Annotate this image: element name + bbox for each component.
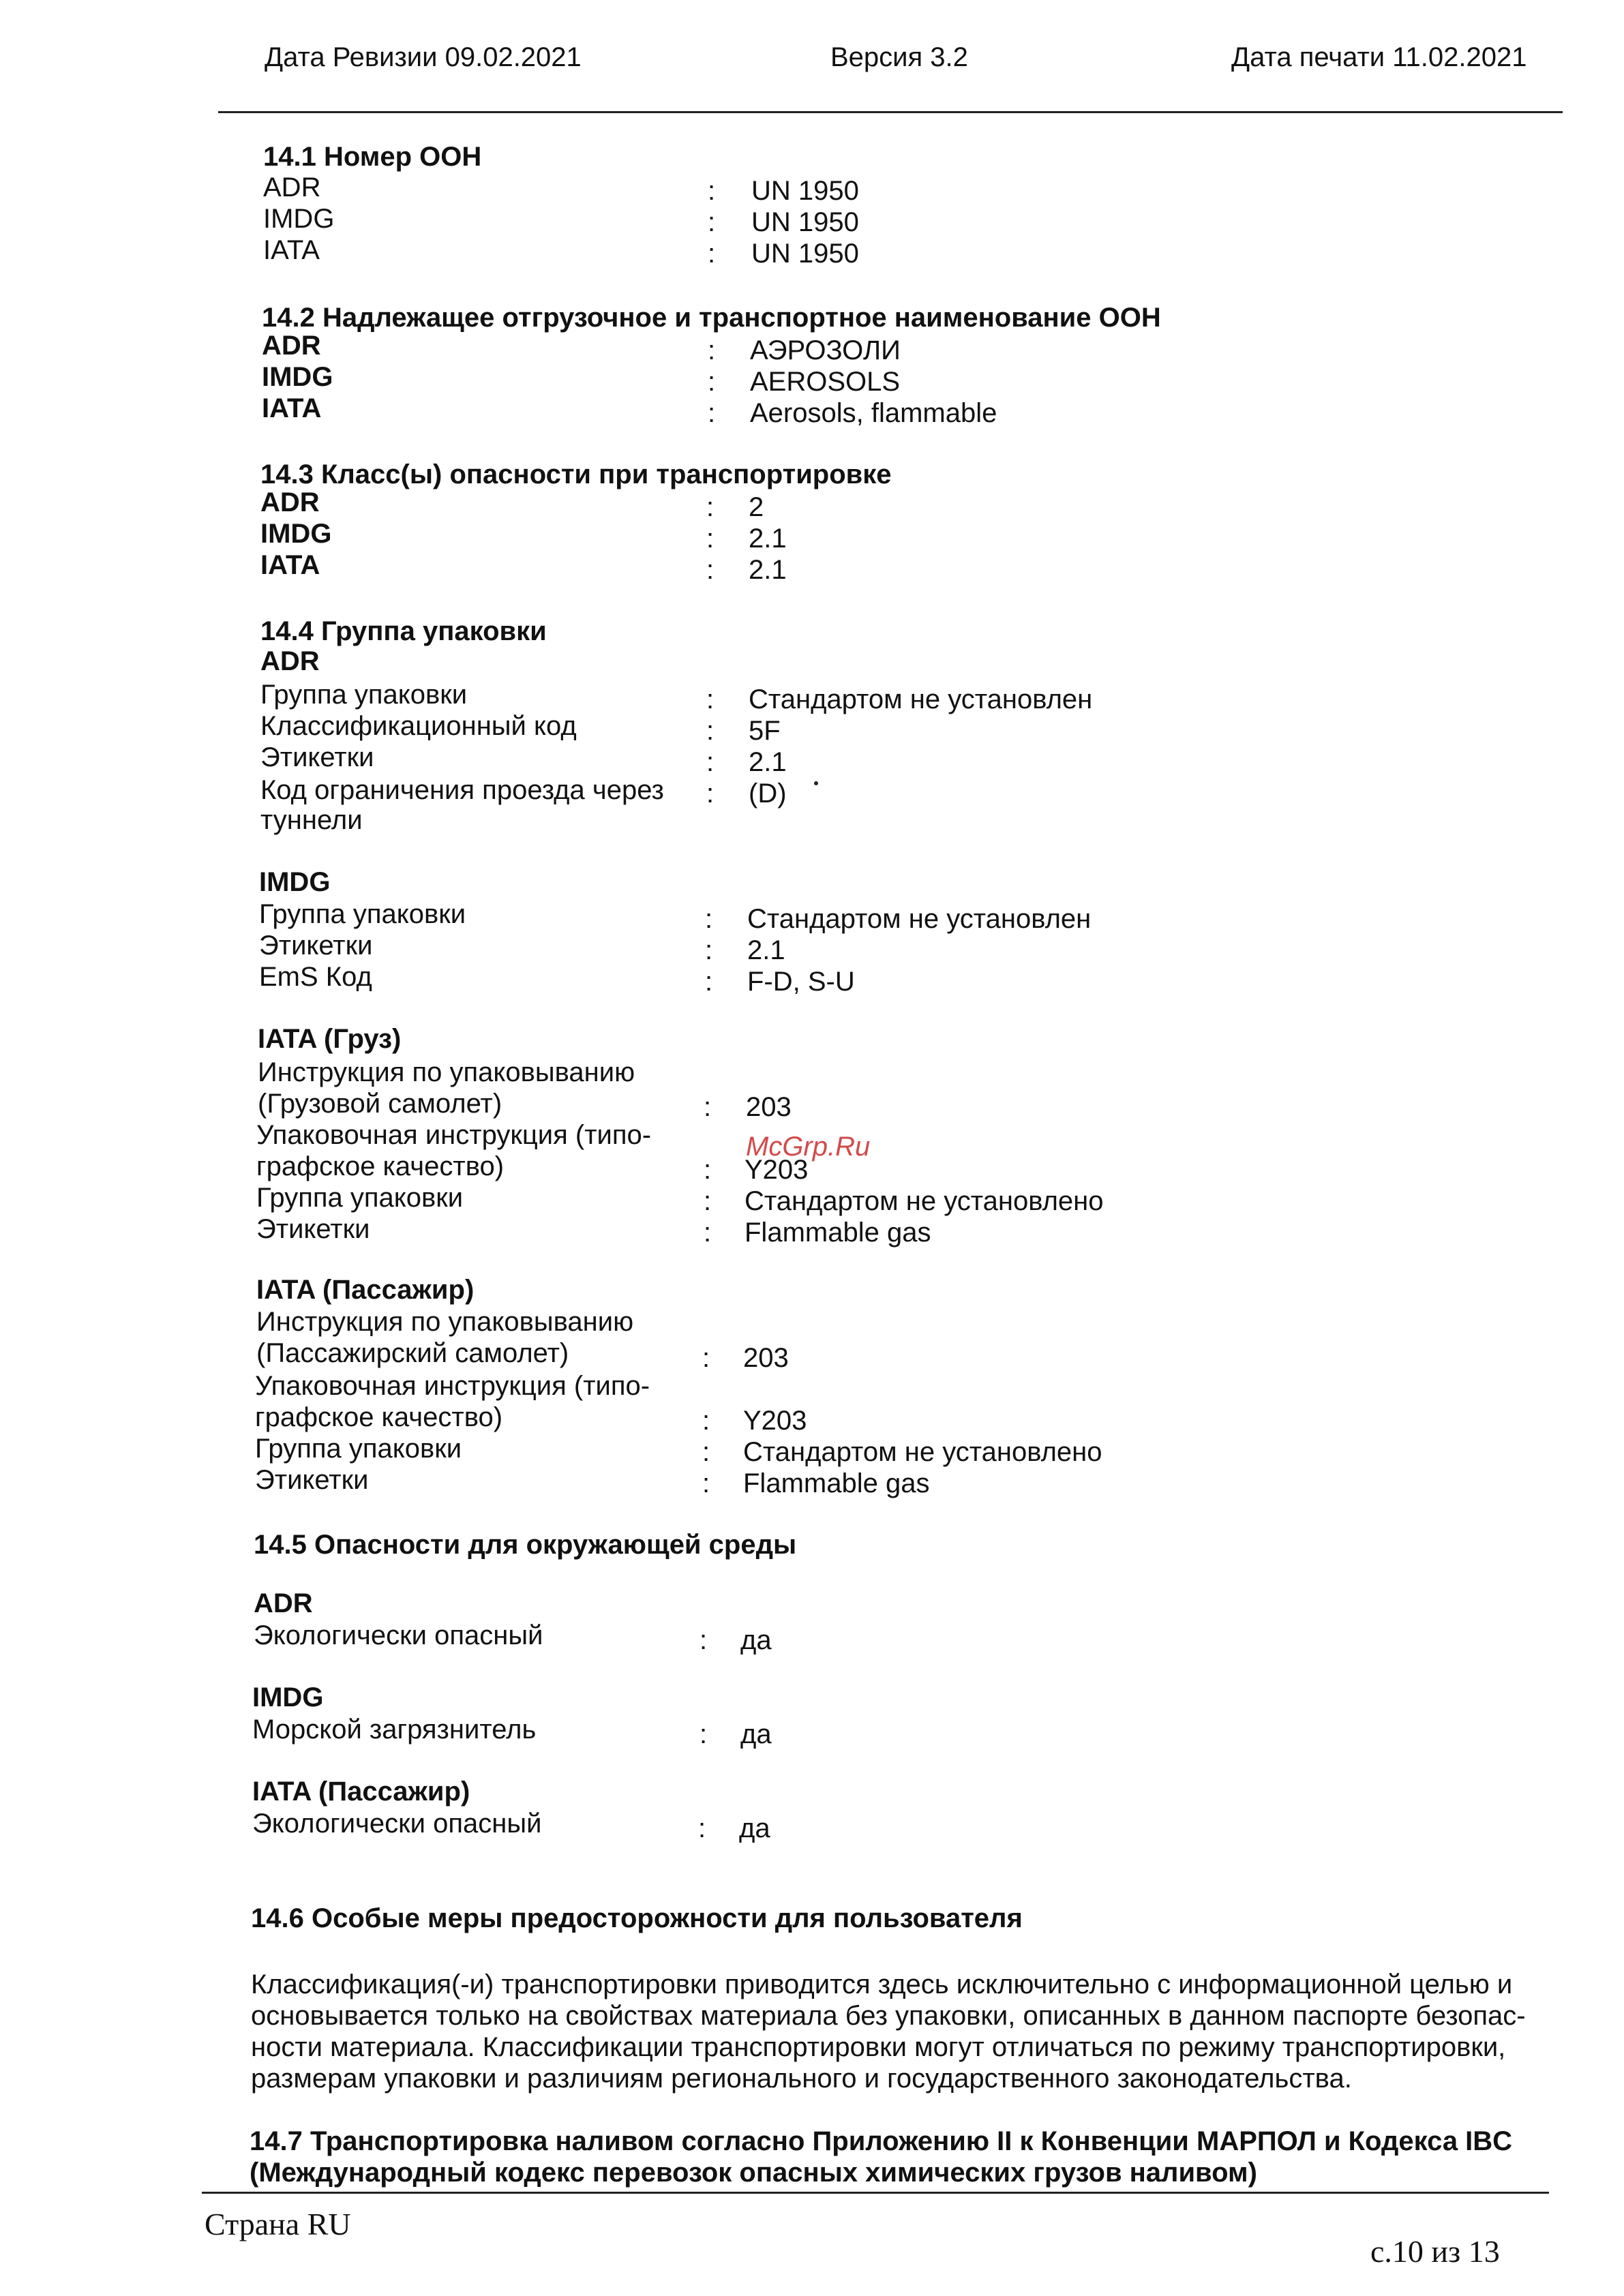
row-value: Стандартом не установлен [747, 904, 1092, 934]
section-14-5-title: 14.5 Опасности для окружающей среды [254, 1530, 797, 1560]
row-label: Упаковочная инструкция (типо- [256, 1120, 652, 1150]
colon: : [706, 524, 715, 554]
colon: : [700, 1625, 708, 1655]
row-value: да [740, 1625, 772, 1655]
colon: : [704, 1218, 712, 1248]
row-label: IATA [262, 393, 322, 423]
print-date: Дата печати 11.02.2021 [1231, 42, 1527, 72]
colon: : [706, 716, 715, 746]
subsection-heading-imdg: IMDG [259, 867, 331, 897]
section-14-7-title [250, 2126, 1512, 2188]
colon: : [708, 335, 716, 365]
subsection-heading-imdg: IMDG [252, 1682, 324, 1712]
section-14-6-title: 14.6 Особые меры предосторожности для пользователя [251, 1903, 1023, 1933]
row-value: UN 1950 [751, 176, 859, 206]
colon: : [706, 684, 715, 714]
section-14-4-title: 14.4 Группа упаковки [260, 616, 547, 646]
row-value: 5F [749, 716, 781, 746]
section-14-1-title: 14.1 Номер ООН [263, 142, 482, 172]
revision-date: Дата Ревизии 09.02.2021 [265, 42, 582, 72]
row-value: Стандартом не установлено [745, 1186, 1104, 1216]
row-value: Стандартом не установлено [743, 1437, 1102, 1467]
row-label-continued: (Грузовой самолет) [258, 1089, 502, 1119]
colon: : [702, 1468, 710, 1498]
row-value: Flammable gas [745, 1218, 931, 1248]
row-label: Группа упаковки [255, 1434, 462, 1464]
colon: : [708, 367, 716, 397]
row-label: ADR [262, 331, 321, 361]
section-14-2-title: 14.2 Надлежащее отгрузочное и транспортное наименование ООН [262, 303, 1161, 333]
row-label: EmS Код [259, 962, 372, 992]
row-label: IMDG [263, 204, 335, 234]
paragraph-line: основывается только на свойствах материала без упаковки, описанных в данном паспорте безопас- [251, 2001, 1526, 2031]
colon: : [708, 398, 716, 428]
colon: : [704, 1186, 712, 1216]
colon: : [702, 1406, 710, 1436]
row-value: Aerosols, flammable [750, 398, 997, 428]
row-value: 2.1 [747, 935, 785, 965]
colon: : [702, 1437, 710, 1467]
row-value: (D) [749, 779, 787, 809]
row-value: Flammable gas [743, 1468, 930, 1498]
row-label-continued: графское качество) [255, 1402, 503, 1432]
row-value: 2.1 [749, 747, 787, 777]
subsection-heading-adr: ADR [254, 1588, 313, 1618]
row-label-continued: графское качество) [256, 1151, 505, 1181]
colon: : [702, 1343, 710, 1373]
row-value: AEROSOLS [750, 367, 901, 397]
row-value: Стандартом не установлен [749, 684, 1093, 714]
row-value: 2.1 [749, 524, 787, 554]
subsection-heading-adr: ADR [260, 646, 320, 676]
colon: : [698, 1813, 706, 1843]
row-label: IMDG [260, 519, 332, 549]
row-label: Группа упаковки [256, 1183, 464, 1213]
row-value: UN 1950 [751, 207, 859, 237]
colon: : [706, 779, 715, 809]
row-label: Этикетки [260, 742, 374, 772]
subsection-heading-iata-passenger: IATA (Пассажир) [252, 1777, 470, 1807]
row-value: да [740, 1719, 772, 1749]
paragraph-line: размерам упаковки и различиям регионального и государственного законодательства. [251, 2064, 1352, 2094]
footer-divider [202, 2192, 1549, 2194]
colon: : [706, 555, 715, 585]
row-label: IMDG [262, 362, 333, 392]
section-14-6-paragraph [251, 1969, 1526, 2094]
row-label: Экологически опасный [254, 1620, 543, 1650]
subsection-heading-iata-cargo: IATA (Груз) [258, 1024, 402, 1054]
row-label: ADR [263, 172, 321, 202]
paragraph-line: ности материала. Классификации транспортировки могут отличаться по режиму транспортировки, [251, 2032, 1506, 2062]
title-line: (Международный кодекс перевозок опасных химических грузов наливом) [250, 2158, 1257, 2188]
row-label: Группа упаковки [259, 899, 466, 929]
row-value: да [739, 1813, 770, 1843]
row-label: Классификационный код [260, 711, 577, 741]
row-label: Упаковочная инструкция (типо- [255, 1371, 650, 1401]
speck [814, 781, 818, 785]
row-value: F-D, S-U [747, 967, 855, 997]
row-label: Этикетки [255, 1465, 369, 1495]
colon: : [700, 1719, 708, 1749]
colon: : [708, 176, 716, 206]
row-label: Инструкция по упаковыванию [256, 1307, 634, 1337]
subsection-heading-iata-passenger: IATA (Пассажир) [256, 1275, 475, 1305]
footer-country: Страна RU [205, 2207, 351, 2241]
colon: : [704, 1092, 712, 1122]
row-value: АЭРОЗОЛИ [750, 335, 901, 365]
row-value: UN 1950 [751, 239, 859, 269]
row-value: 203 [743, 1343, 789, 1373]
colon: : [708, 207, 716, 237]
row-value: 2.1 [749, 555, 787, 585]
row-label: Этикетки [256, 1214, 370, 1244]
row-label-continued: туннели [260, 805, 363, 835]
section-14-3-title: 14.3 Класс(ы) опасности при транспортировке [260, 459, 892, 489]
row-label: ADR [260, 487, 320, 517]
row-value: 203 [746, 1092, 792, 1122]
colon: : [705, 935, 713, 965]
row-label-continued: (Пассажирский самолет) [256, 1338, 569, 1368]
colon: : [706, 492, 715, 522]
row-label: Экологически опасный [252, 1809, 542, 1839]
title-line: 14.7 Транспортировка наливом согласно Приложению II к Конвенции МАРПОЛ и Кодекса IBC [250, 2126, 1513, 2156]
row-value: 2 [749, 492, 764, 522]
footer-page-number: с.10 из 13 [1370, 2234, 1500, 2269]
row-value: Y203 [743, 1406, 807, 1436]
colon: : [705, 904, 713, 934]
row-label: Инструкция по упаковыванию [258, 1057, 635, 1087]
colon: : [704, 1155, 712, 1185]
colon: : [705, 967, 713, 997]
row-label: Этикетки [259, 931, 373, 961]
row-label: IATA [263, 235, 320, 265]
version: Версия 3.2 [830, 42, 968, 72]
header-divider [218, 111, 1563, 113]
row-label: Группа упаковки [260, 680, 468, 710]
watermark: McGrp.Ru [746, 1132, 871, 1162]
row-label: Морской загрязнитель [252, 1715, 537, 1744]
colon: : [708, 239, 716, 269]
paragraph-line: Классификация(-и) транспортировки приводится здесь исключительно с информационной целью и [251, 1969, 1513, 1999]
colon: : [706, 747, 715, 777]
row-label: Код ограничения проезда через [260, 775, 664, 805]
row-label: IATA [260, 550, 320, 580]
row-value: Y203 [745, 1155, 809, 1185]
